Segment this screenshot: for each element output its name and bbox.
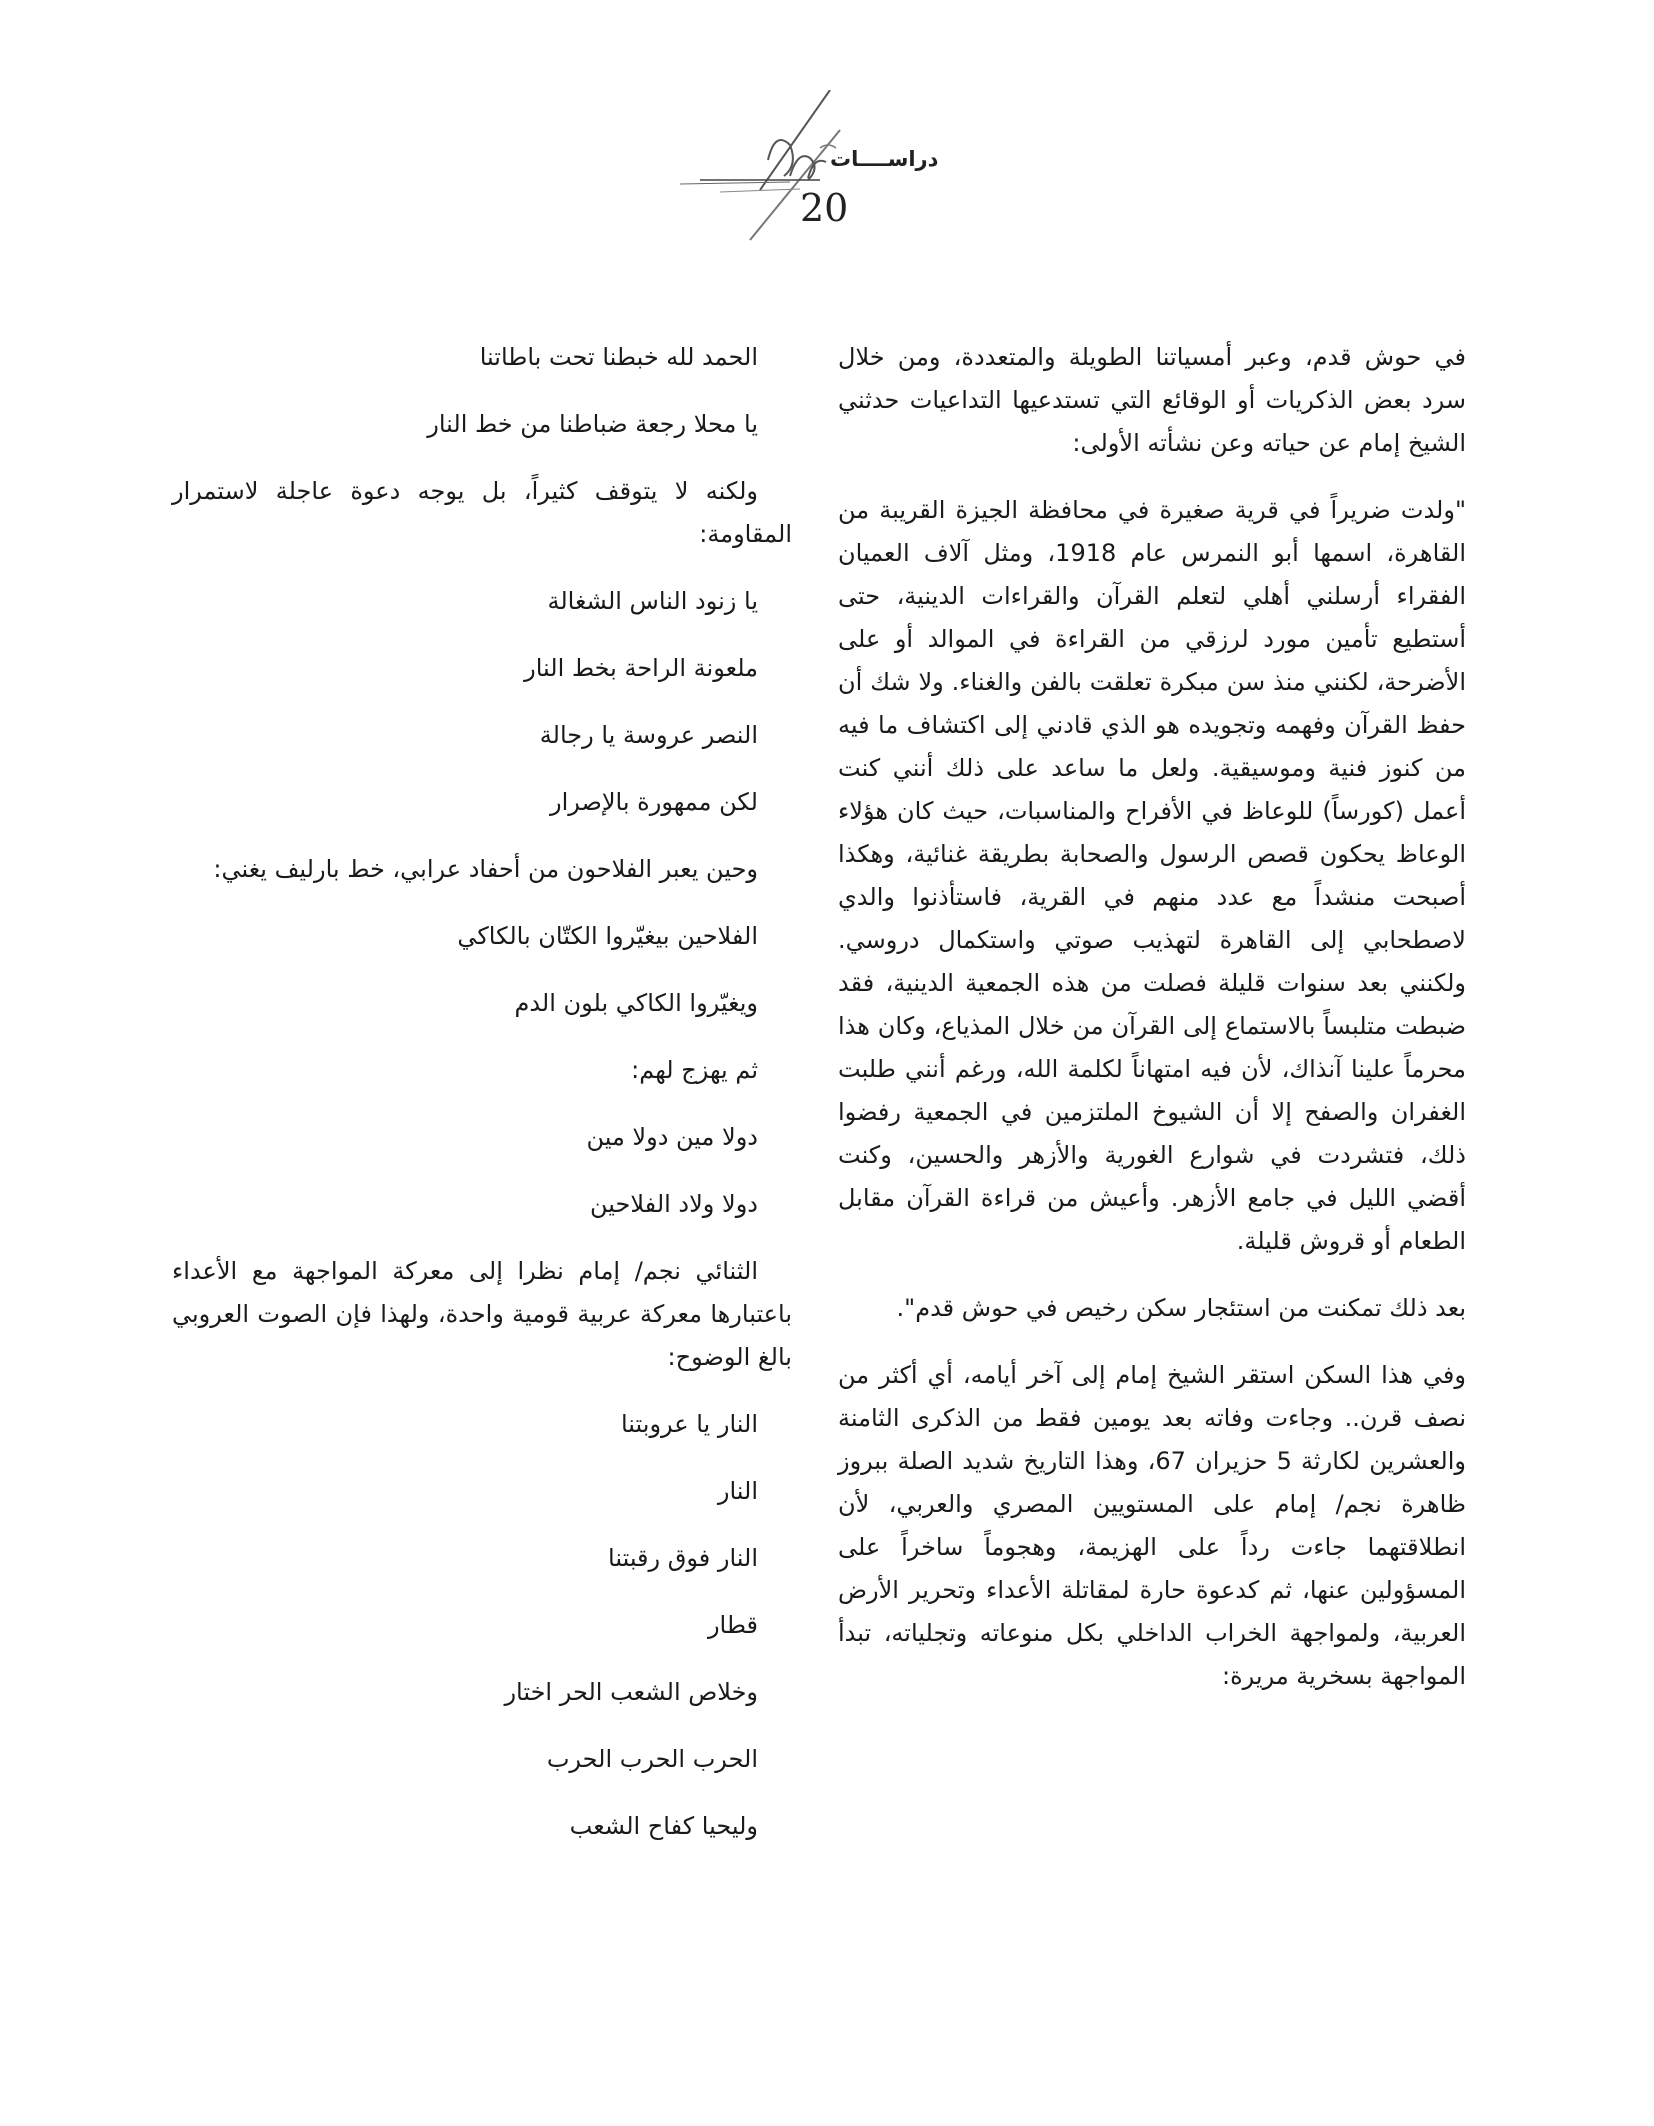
- poem-line: النار: [717, 1477, 758, 1505]
- poem-line: الحمد لله خبطنا تحت باطاتنا: [479, 343, 758, 371]
- paragraph-text: "ولدت ضريراً في قرية صغيرة في محافظة الجيزة القريبة من القاهرة، اسمها أبو النمرس عام 1918، ومثل آلاف العميان الفقراء أرسلني أهلي لتعلم القرآن والقراءات الدينية، حتى أستطيع تأمين مورد لرزقي من القراءة في الموالد أو على الأضرحة، لكنني منذ سن مبكرة تعلقت بالفن والغناء. ولا شك أن حفظ القرآن وفهمه وتجويده هو الذي قادني إلى اكتشاف ما فيه من كنوز فنية وموسيقية. ولعل ما ساعد على ذلك أنني كنت أعمل (كورساً) للوعاظ في الأفراح والمناسبات، حيث كان هؤلاء الوعاظ يحكون قصص الرسول والصحابة بطريقة غنائية، وهكذا أصبحت منشداً مع عدد منهم في القرية، فاستأذنوا والدي لاصطحابي إلى القاهرة لتهذيب صوتي واستكمال دروسي. ولكنني بعد سنوات قليلة فصلت من هذه الجمعية الدينية، فقد ضبطت متلبساً بالاستماع إلى القرآن من خلال المذياع، وكان هذا محرماً علينا آنذاك، لأن فيه امتهاناً لكلمة الله، ورغم أنني طلبت الغفران والصفح إلا أن الشيوخ الملتزمين في الجمعية رفضوا ذلك، فتشردت في شوارع الغورية والأزهر والحسين، وكنت أقضي الليل في جامع الأزهر. وأعيش من قراءة القرآن مقابل الطعام أو قروش قليلة.: [838, 496, 1466, 1255]
- paragraph: [838, 1354, 1466, 1698]
- page-header: [680, 90, 980, 250]
- poem-line: وليحيا كفاح الشعب: [569, 1812, 758, 1840]
- paragraph-text: في حوش قدم، وعبر أمسياتنا الطويلة والمتعددة، ومن خلال سرد بعض الذكريات أو الوقائع التي تستدعيها التداعيات حدثني الشيخ إمام عن حياته وعن نشأته الأولى:: [838, 343, 1466, 457]
- paragraph-text: ولكنه لا يتوقف كثيراً، بل يوجه دعوة عاجلة لاستمرار المقاومة:: [172, 477, 792, 548]
- paragraph: [172, 848, 792, 891]
- poem-line: يا محلا رجعة ضباطنا من خط النار: [427, 410, 758, 438]
- poem-line: ثم يهزج لهم:: [631, 1056, 758, 1084]
- paragraph-text: الثنائي نجم/ إمام نظرا إلى معركة المواجهة مع الأعداء باعتبارها معركة عربية قومية واحدة، ولهذا فإن الصوت العروبي بالغ الوضوح:: [172, 1257, 792, 1371]
- poem-line: النصر عروسة يا رجالة: [539, 721, 758, 749]
- paragraph: [172, 470, 792, 556]
- poem-line: الحرب الحرب الحرب: [546, 1745, 758, 1773]
- left-column: [172, 336, 792, 1872]
- poem-line: النار يا عروبتنا: [620, 1410, 758, 1438]
- paragraph: [838, 336, 1466, 465]
- poem-line: النار فوق رقبتنا: [608, 1544, 758, 1572]
- right-column: [838, 336, 1466, 1722]
- paragraph: [172, 1250, 792, 1379]
- poem-line: دولا مين دولا مين: [586, 1123, 758, 1151]
- paragraph-text: وفي هذا السكن استقر الشيخ إمام إلى آخر أيامه، أي أكثر من نصف قرن.. وجاءت وفاته بعد يومين فقط من الذكرى الثامنة والعشرين لكارثة 5 حزيران 67، وهذا التاريخ شديد الصلة ببروز ظاهرة نجم/ إمام على المستويين المصري والعربي، لأن انطلاقتهما جاءت رداً على الهزيمة، وهجوماً ساخراً على المسؤولين عنها، ثم كدعوة حارة لمقاتلة الأعداء وتحرير الأرض العربية، ولمواجهة الخراب الداخلي بكل منوعاته وتجلياته، تبدأ المواجهة بسخرية مريرة:: [838, 1361, 1466, 1690]
- page-number: 20: [800, 186, 849, 230]
- paragraph-text: وحين يعبر الفلاحون من أحفاد عرابي، خط بارليف يغني:: [213, 855, 758, 883]
- poem-line: ملعونة الراحة بخط النار: [524, 654, 758, 682]
- poem-line: لكن ممهورة بالإصرار: [549, 788, 758, 816]
- section-label: دراســــات: [830, 147, 939, 171]
- poem-line: يا زنود الناس الشغالة: [547, 587, 758, 615]
- poem-line: ويغيّروا الكاكي بلون الدم: [514, 989, 758, 1017]
- paragraph-text: بعد ذلك تمكنت من استئجار سكن رخيص في حوش قدم".: [896, 1294, 1466, 1322]
- poem-line: دولا ولاد الفلاحين: [590, 1190, 758, 1218]
- poem-line: قطار: [707, 1611, 758, 1639]
- paragraph: [838, 1287, 1466, 1330]
- paragraph: [838, 489, 1466, 1263]
- poem-line: وخلاص الشعب الحر اختار: [504, 1678, 758, 1706]
- poem-line: الفلاحين بيغيّروا الكتّان بالكاكي: [457, 922, 758, 950]
